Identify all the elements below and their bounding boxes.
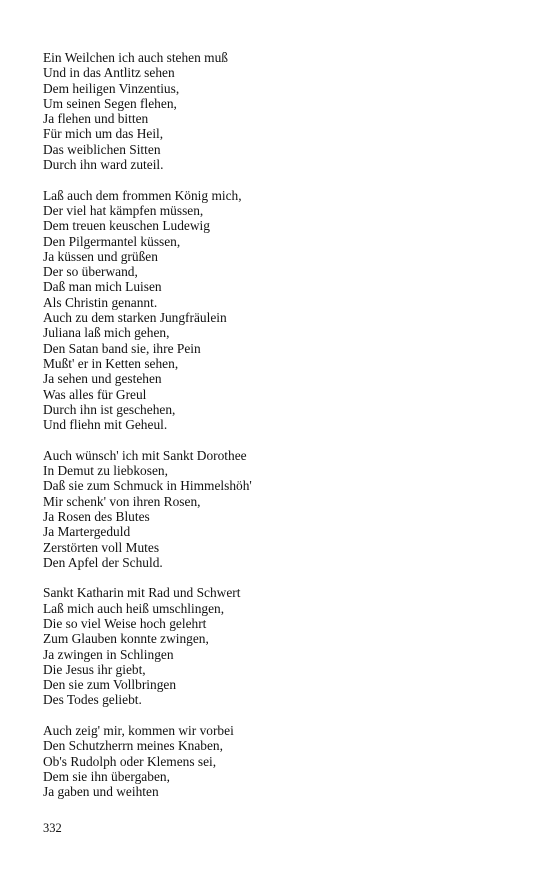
verse-line: Den Pilgermantel küssen, (43, 233, 181, 249)
verse-line: Ob's Rudolph oder Klemens sei, (43, 753, 217, 769)
page-number: 332 (43, 821, 62, 835)
verse-line: Laß mich auch heiß umschlingen, (43, 600, 225, 616)
verse-line: Die Jesus ihr giebt, (43, 661, 146, 677)
verse-line: Dem treuen keuschen Ludewig (43, 218, 210, 234)
stanza-5 (43, 723, 513, 799)
verse-line: Und in das Antlitz sehen (43, 65, 175, 81)
verse-line: Ja gaben und weihten (43, 784, 159, 800)
verse-line: Als Christin genannt. (43, 294, 158, 310)
stanza-4 (43, 585, 513, 707)
verse-line: Den Satan band sie, ihre Pein (43, 340, 201, 356)
verse-line: Juliana laß mich gehen, (43, 325, 170, 341)
verse-line: Auch zeig' mir, kommen wir vorbei (43, 723, 234, 739)
verse-line: Und fliehn mit Geheul. (43, 417, 168, 433)
verse-line: Mußt' er in Ketten sehen, (43, 355, 179, 371)
stanza-3 (43, 448, 513, 570)
verse-line: Ja Martergeduld (43, 524, 131, 540)
verse-line: Laß auch dem frommen König mich, (43, 187, 242, 203)
verse-line: Für mich um das Heil, (43, 126, 164, 142)
verse-line: Ja sehen und gestehen (43, 371, 162, 387)
verse-line: Durch ihn ist geschehen, (43, 401, 176, 417)
verse-line: Der viel hat kämpfen müssen, (43, 202, 204, 218)
verse-line: Der so überwand, (43, 264, 138, 280)
verse-line: Ja zwingen in Schlingen (43, 646, 174, 662)
verse-line: Den Apfel der Schuld. (43, 554, 163, 570)
verse-line: Sankt Katharin mit Rad und Schwert (43, 585, 241, 601)
verse-line: Ja küssen und grüßen (43, 248, 158, 264)
verse-line: Des Todes geliebt. (43, 692, 142, 708)
verse-line: Auch wünsch' ich mit Sankt Dorothee (43, 447, 247, 463)
verse-line: Auch zu dem starken Jungfräulein (43, 310, 227, 326)
verse-line: Dem heiligen Vinzentius, (43, 80, 180, 96)
verse-line: Mir schenk' von ihren Rosen, (43, 493, 201, 509)
verse-line: Das weiblichen Sitten (43, 141, 161, 157)
poem-text (43, 50, 513, 815)
verse-line: Den Schutzherrn meines Knaben, (43, 738, 223, 754)
verse-line: Ja Rosen des Blutes (43, 508, 150, 524)
verse-line: Zerstörten voll Mutes (43, 539, 160, 555)
stanza-1 (43, 50, 513, 172)
verse-line: Durch ihn ward zuteil. (43, 157, 164, 173)
verse-line: Daß man mich Luisen (43, 279, 162, 295)
verse-line: Daß sie zum Schmuck in Himmelshöh' (43, 478, 252, 494)
stanza-2 (43, 188, 513, 433)
verse-line: Um seinen Segen flehen, (43, 95, 177, 111)
verse-line: Die so viel Weise hoch gelehrt (43, 615, 207, 631)
verse-line: Was alles für Greul (43, 386, 147, 402)
verse-line: Dem sie ihn übergaben, (43, 768, 170, 784)
verse-line: Ja flehen und bitten (43, 111, 149, 127)
verse-line: Ein Weilchen ich auch stehen muß (43, 50, 228, 65)
verse-line: In Demut zu liebkosen, (43, 463, 168, 479)
verse-line: Zum Glauben konnte zwingen, (43, 631, 209, 647)
verse-line: Den sie zum Vollbringen (43, 677, 177, 693)
